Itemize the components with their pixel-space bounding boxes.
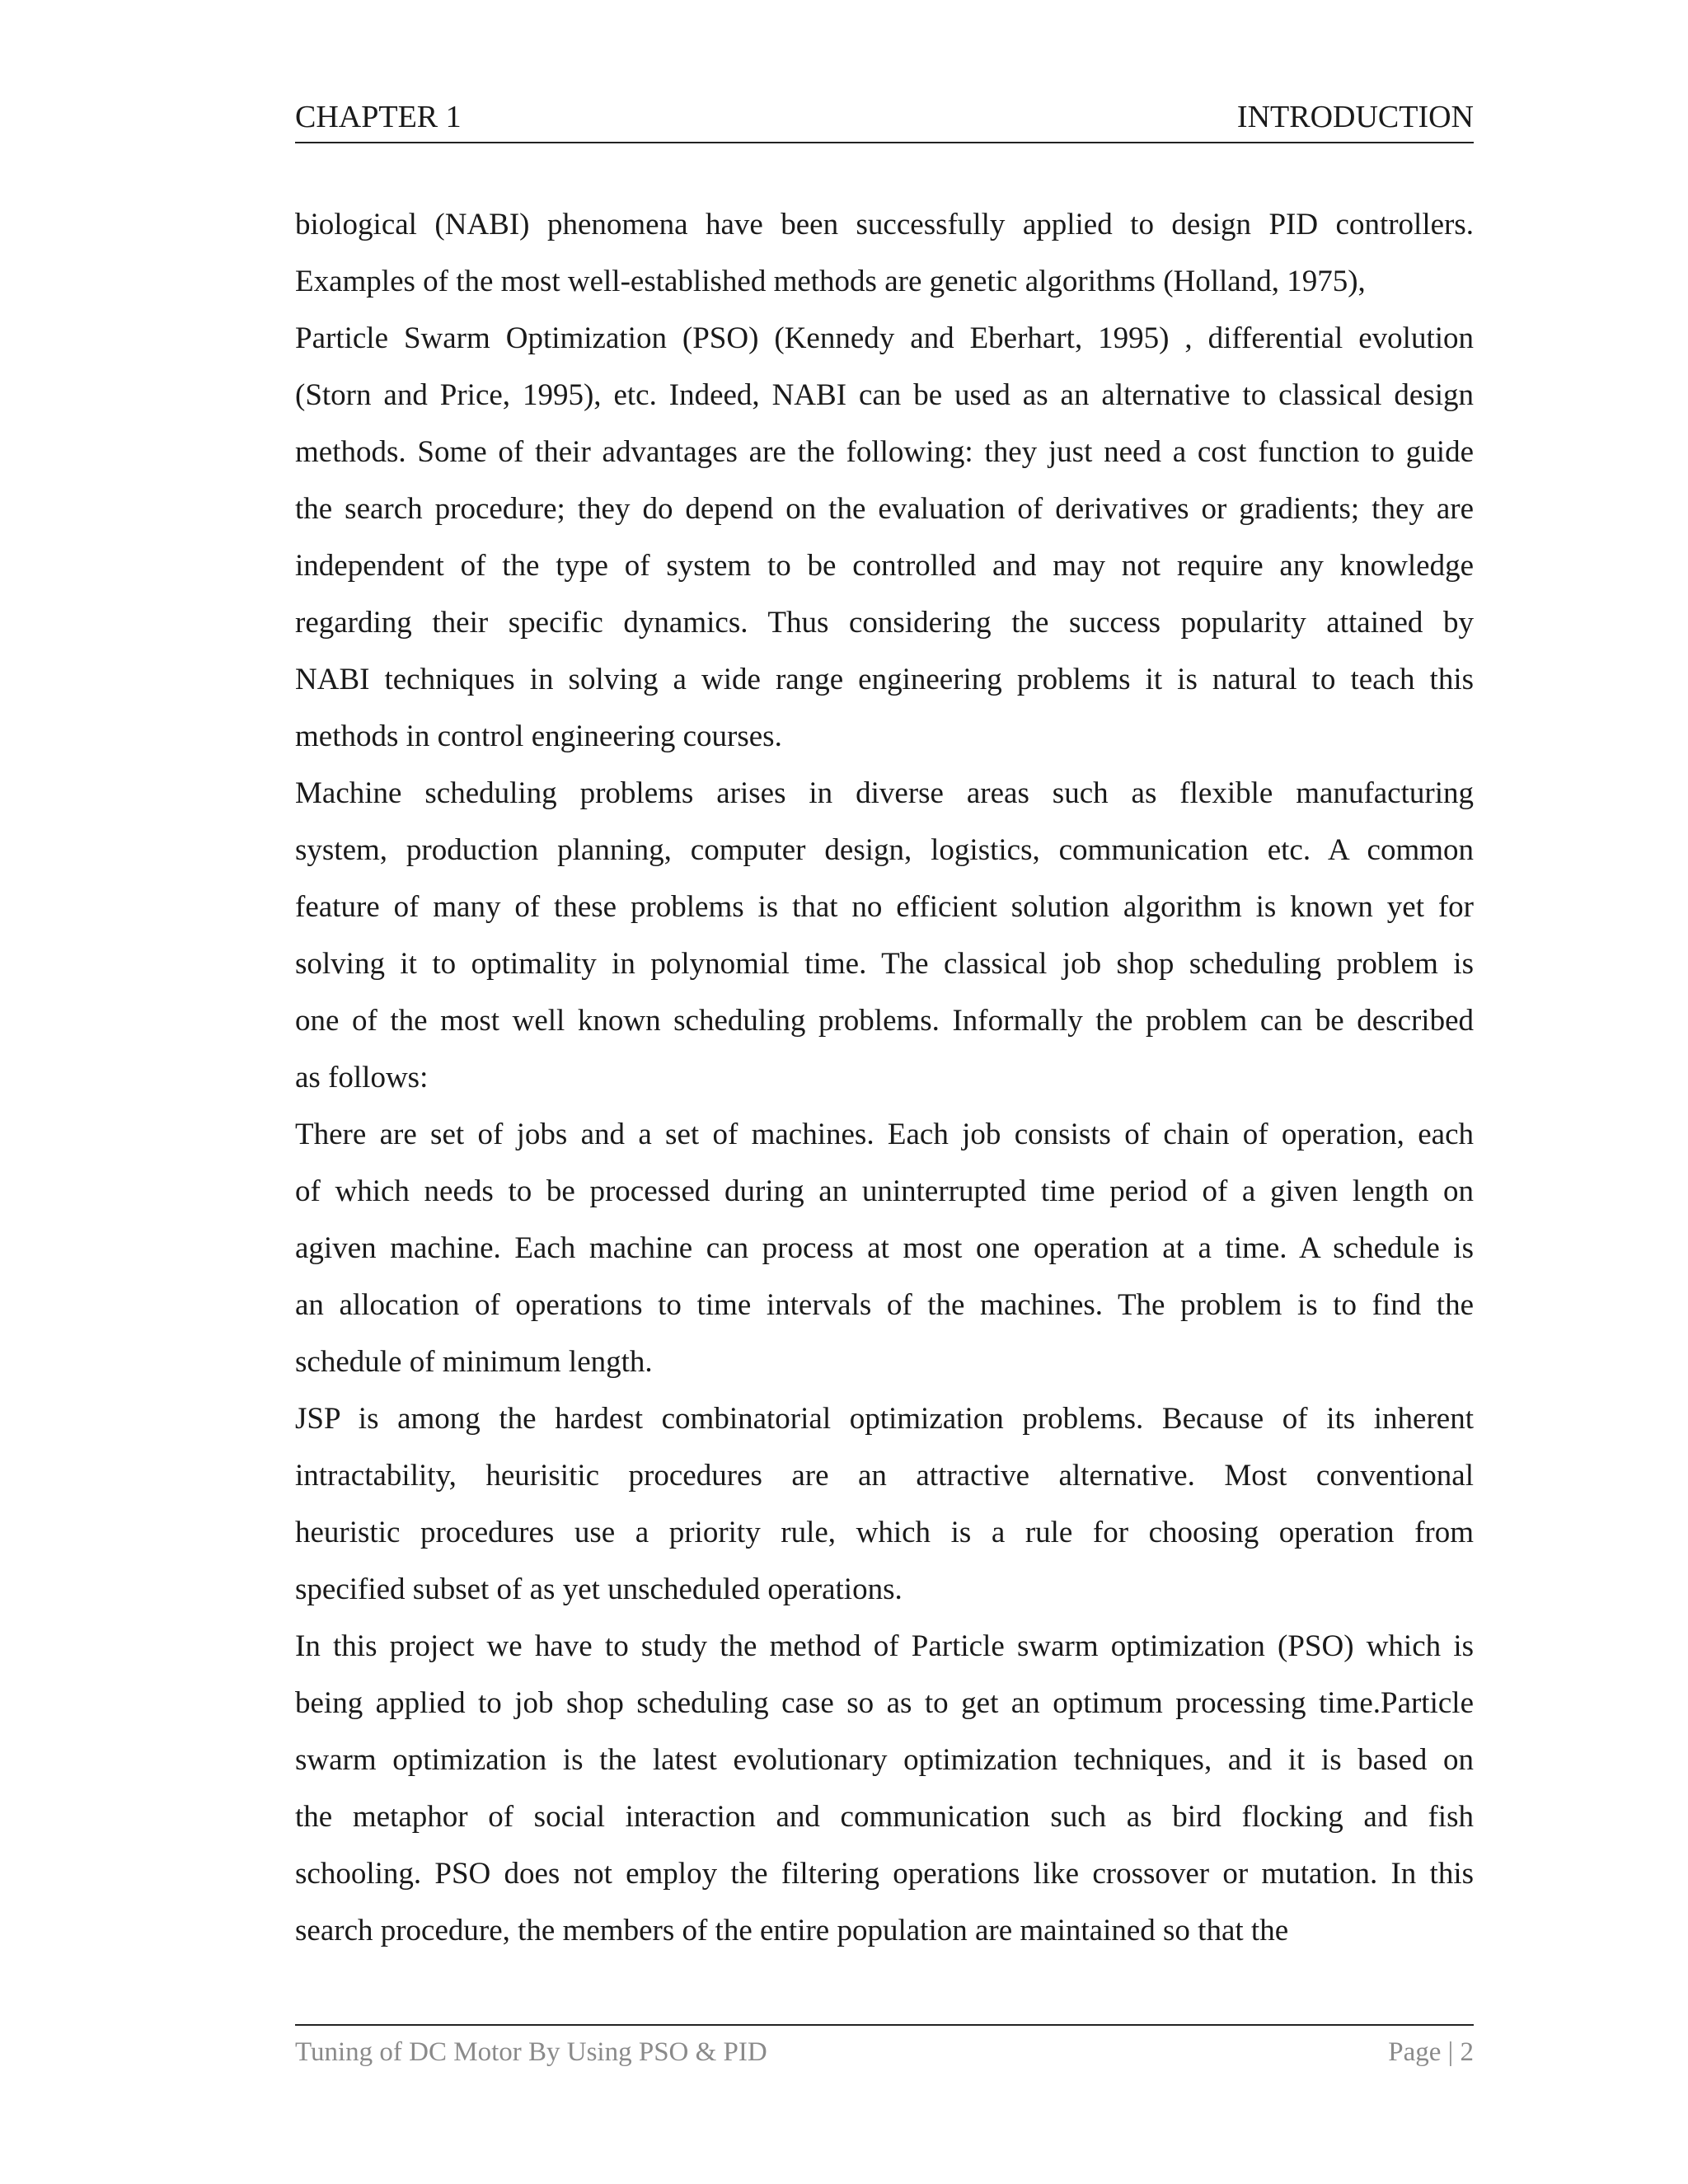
page-number: Page | 2 <box>1388 2037 1474 2067</box>
chapter-label: CHAPTER 1 <box>295 100 462 134</box>
text-line: heuristic procedures use a priority rule, which is a rule for choosing operation from <box>295 1516 1474 1549</box>
text-line: In this project we have to study the method of Particle swarm optimization (PSO) which is <box>295 1629 1474 1663</box>
text-line: agiven machine. Each machine can process at most one operation at a time. A schedule is <box>295 1231 1474 1265</box>
text-line: intractability, heurisitic procedures are an attractive alternative. Most conventional <box>295 1459 1474 1493</box>
text-line: as follows: <box>295 1061 429 1094</box>
text-line: schedule of minimum length. <box>295 1345 653 1379</box>
text-line: Particle Swarm Optimization (PSO) (Kennedy and Eberhart, 1995) , differential evolution <box>295 321 1474 355</box>
text-line: one of the most well known scheduling problems. Informally the problem can be described <box>295 1004 1474 1038</box>
text-line: the metaphor of social interaction and communication such as bird flocking and fish <box>295 1800 1474 1834</box>
text-line: an allocation of operations to time intervals of the machines. The problem is to find the <box>295 1288 1474 1322</box>
text-line: independent of the type of system to be controlled and may not require any knowledge <box>295 549 1474 583</box>
text-line: solving it to optimality in polynomial time. The classical job shop scheduling problem is <box>295 947 1474 981</box>
text-line: schooling. PSO does not employ the filtering operations like crossover or mutation. In this <box>295 1857 1474 1891</box>
text-line: specified subset of as yet unscheduled operations. <box>295 1572 903 1606</box>
text-line: the search procedure; they do depend on the evaluation of derivatives or gradients; they are <box>295 492 1474 526</box>
body-text <box>295 196 1474 1959</box>
text-line: feature of many of these problems is that no efficient solution algorithm is known yet for <box>295 890 1474 924</box>
page-footer <box>295 2024 1474 2075</box>
text-line: NABI techniques in solving a wide range engineering problems it is natural to teach this <box>295 663 1474 696</box>
text-line: swarm optimization is the latest evolutionary optimization techniques, and it is based on <box>295 1743 1474 1777</box>
text-line: (Storn and Price, 1995), etc. Indeed, NABI can be used as an alternative to classical design <box>295 378 1474 412</box>
text-line: methods. Some of their advantages are the following: they just need a cost function to guide <box>295 435 1474 469</box>
text-line: Machine scheduling problems arises in diverse areas such as flexible manufacturing <box>295 776 1474 810</box>
text-line: JSP is among the hardest combinatorial optimization problems. Because of its inherent <box>295 1402 1474 1436</box>
text-line: biological (NABI) phenomena have been successfully applied to design PID controllers. <box>295 208 1474 241</box>
text-line: being applied to job shop scheduling case so as to get an optimum processing time.Particle <box>295 1686 1474 1720</box>
text-line: search procedure, the members of the entire population are maintained so that the <box>295 1914 1289 1947</box>
chapter-title: INTRODUCTION <box>1236 100 1474 134</box>
document-title: Tuning of DC Motor By Using PSO & PID <box>295 2037 767 2067</box>
page-header <box>295 97 1474 143</box>
text-line: system, production planning, computer design, logistics, communication etc. A common <box>295 833 1474 867</box>
text-line: Examples of the most well-established methods are genetic algorithms (Holland, 1975), <box>295 265 1366 298</box>
text-line: There are set of jobs and a set of machines. Each job consists of chain of operation, each <box>295 1118 1474 1151</box>
text-line: regarding their specific dynamics. Thus considering the success popularity attained by <box>295 606 1474 640</box>
text-line: of which needs to be processed during an uninterrupted time period of a given length on <box>295 1174 1474 1208</box>
text-line: methods in control engineering courses. <box>295 719 782 753</box>
